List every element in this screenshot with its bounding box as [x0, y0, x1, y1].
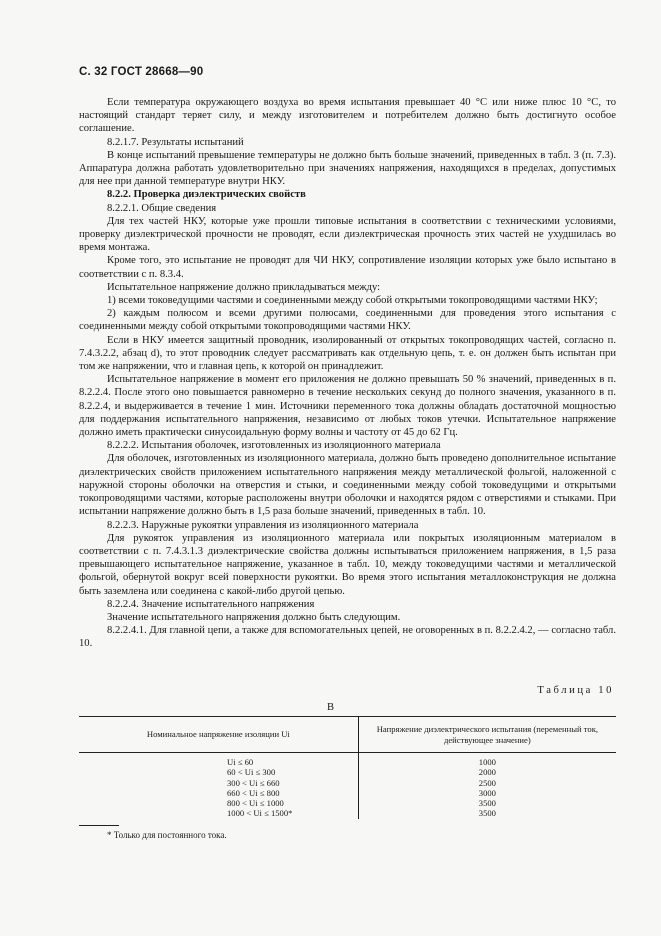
table-row	[79, 767, 616, 777]
test-voltage-cell: 3000	[358, 788, 616, 798]
footnote-rule	[79, 825, 119, 826]
paragraph: Значение испытательного напряжения должно быть следующим.	[107, 611, 401, 623]
insulation-voltage-cell: 60 < Ui ≤ 300	[227, 767, 276, 778]
table-caption: Таблица 10	[537, 685, 614, 696]
paragraph: Для тех частей НКУ, которые уже прошли типовые испытания в соответствии с техническими условиями, проверку диэлектрической прочности не проводят, если диэлектрическая прочность этих частей не ухудшилась во время монтажа.	[79, 215, 616, 254]
paragraph: 2) каждым полюсом и всеми другими полюсами, соединенными для проведения этого испытания с соединенными между собой открытыми токопроводящими частями НКУ.	[79, 308, 616, 333]
table-row	[79, 778, 616, 788]
body-text	[79, 96, 616, 651]
paragraph: 8.2.2.2. Испытания оболочек, изготовленных из изоляционного материала	[107, 440, 441, 452]
paragraph: 8.2.1.7. Результаты испытаний	[107, 136, 244, 148]
paragraph: 8.2.2. Проверка диэлектрических свойств	[107, 189, 306, 201]
paragraph: Если в НКУ имеется защитный проводник, изолированный от открытых токопроводящих частей, согласно п. 7.4.3.2.2, абзац d), то этот проводник следует рассматривать как отдельную цепь, т. е. он должен быть испытан при том же напряжении, что и главная цепь, к которой он принадлежит.	[79, 334, 616, 373]
paragraph: Испытательное напряжение должно прикладываться между:	[107, 281, 381, 293]
test-voltage-cell: 1000	[358, 753, 616, 768]
paragraph: 8.2.2.1. Общие сведения	[107, 202, 217, 214]
paragraph: Кроме того, это испытание не проводят для ЧИ НКУ, сопротивление изоляции которых уже было испытано в соответствии с п. 8.3.4.	[79, 255, 616, 280]
paragraph: Испытательное напряжение в момент его приложения не должно превышать 50 % значений, приведенных в п. 8.2.2.4. После этого оно повышается равномерно в течение нескольких секунд до полного значения, указанного в п. 8.2.2.4, и выдерживается в течение 1 мин. Источники переменного тока должны обладать достаточной мощностью для поддержания испытательного напряжения, независимо от любых токов утечки. Испытательное напряжение должно иметь практически синусоидальную форму волны и частоту от 45 до 62 Гц.	[79, 374, 616, 439]
footnote: * Только для постоянного тока.	[107, 830, 227, 840]
table-row	[79, 798, 616, 808]
paragraph: 1) всеми токоведущими частями и соединенными между собой открытыми токопроводящими частями НКУ;	[107, 295, 598, 307]
paragraph: Если температура окружающего воздуха во время испытания превышает 40 °С или ниже плюс 10 °С, то настоящий стандарт теряет силу, и между изготовителем и потребителем должно быть достигнуто особое соглашение.	[79, 97, 616, 135]
test-voltage-cell: 3500	[358, 798, 616, 808]
insulation-voltage-cell: 1000 < Ui ≤ 1500*	[227, 808, 293, 819]
insulation-voltage-cell: 800 < Ui ≤ 1000	[227, 798, 284, 809]
test-voltage-cell: 3500	[358, 808, 616, 818]
paragraph: В конце испытаний превышение температуры не должно быть больше значений, приведенных в табл. 3 (п. 7.3). Аппаратура должна работать удовлетворительно при значениях напряжения, находящихся в пределах, допустимых для нее при данной температуре внутри НКУ.	[79, 149, 616, 188]
paragraph: 8.2.2.4. Значение испытательного напряжения	[107, 598, 315, 610]
voltage-table	[79, 716, 616, 819]
test-voltage-cell: 2000	[358, 767, 616, 777]
paragraph: 8.2.2.3. Наружные рукоятки управления из изоляционного материала	[107, 519, 419, 531]
table-unit: В	[326, 702, 335, 713]
insulation-voltage-cell: 660 < Ui ≤ 800	[227, 787, 280, 798]
paragraph: Для рукояток управления из изоляционного материала или покрытых изоляционным материалом в соответствии с п. 7.4.3.1.3 диэлектрические свойства должны испытываться приложением напряжения, в 1,5 раза превышающего испытательное напряжение, указанное в табл. 10, между токоведущими частями и металлической фольгой, обернутой вокруг всей поверхности рукоятки. Во время этого испытания металлоконструкция не должна быть заземлена или соединена с какой-либо другой цепью.	[79, 532, 616, 597]
table-header-test-voltage: Напряжение диэлектрического испытания (переменный ток, действующее значение)	[358, 717, 616, 753]
table-row	[79, 788, 616, 798]
table-row	[79, 808, 616, 818]
page-header: С. 32 ГОСТ 28668—90	[79, 66, 204, 78]
insulation-voltage-cell: 300 < Ui ≤ 660	[227, 777, 280, 788]
paragraph: Для оболочек, изготовленных из изоляционного материала, должно быть проведено дополнительное испытание диэлектрических свойств приложением испытательного напряжения между металлической фольгой, наложенной с наружной стороны оболочки на отверстия и стыки, и соединенными между собой токоведущими и открытыми токопроводящими частями, которые расположены внутри оболочки и находятся рядом с отверстиями и стыками. При испытании напряжение должно быть в 1,5 раза больше значений, приведенных в табл. 10.	[79, 453, 616, 518]
test-voltage-cell: 2500	[358, 778, 616, 788]
table-header-insulation: Номинальное напряжение изоляции Ui	[79, 717, 358, 753]
insulation-voltage-cell: Ui ≤ 60	[227, 757, 254, 767]
paragraph: 8.2.2.4.1. Для главной цепи, а также для вспомогательных цепей, не оговоренных в п. 8.2.2.4.2, — согласно табл. 10.	[79, 625, 616, 650]
table-row	[79, 753, 616, 768]
